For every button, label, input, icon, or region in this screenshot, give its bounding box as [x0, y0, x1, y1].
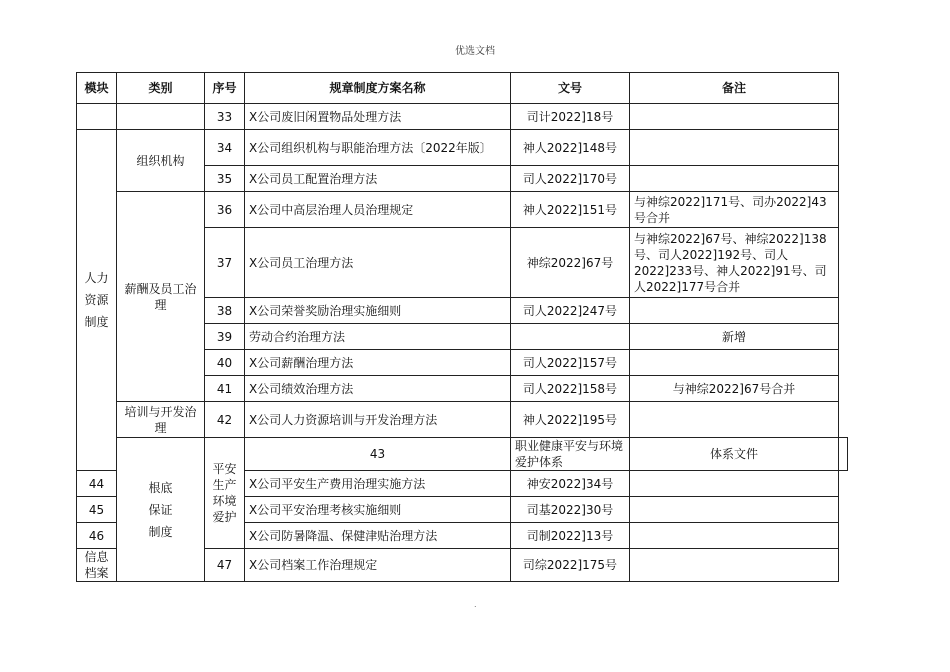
row-doc: 司综2022]175号 [511, 549, 630, 582]
row-note [630, 298, 839, 324]
row-doc: 司人2022]157号 [511, 350, 630, 376]
footer-dot: . [474, 600, 477, 609]
row-name: X公司绩效治理方法 [245, 376, 511, 402]
regulations-table [76, 72, 848, 582]
row-note [630, 104, 839, 130]
row-number: 46 [77, 523, 117, 549]
module-foundation: 根底保证制度 [117, 438, 205, 582]
row-name: X公司员工配置治理方法 [245, 166, 511, 192]
row-note [630, 350, 839, 376]
row-number: 33 [205, 104, 245, 130]
row-name: X公司平安生产费用治理实施方法 [245, 471, 511, 497]
row-number: 43 [245, 438, 511, 471]
row-number: 36 [205, 192, 245, 228]
category-compensation: 薪酬及员工治理 [117, 192, 205, 402]
row-number: 41 [205, 376, 245, 402]
row-doc: 司人2022]158号 [511, 376, 630, 402]
row-doc: 神人2022]151号 [511, 192, 630, 228]
row-note: 与神综2022]67号合并 [630, 376, 839, 402]
row-number: 40 [205, 350, 245, 376]
row-doc: 体系文件 [630, 438, 839, 471]
row-doc: 神安2022]34号 [511, 471, 630, 497]
row-name: 职业健康平安与环境爱护体系 [511, 438, 630, 471]
row-note [630, 497, 839, 523]
row-note [630, 549, 839, 582]
row-note [630, 523, 839, 549]
row-name: X公司荣誉奖励治理实施细则 [245, 298, 511, 324]
row-note: 与神综2022]171号、司办2022]43号合并 [630, 192, 839, 228]
row-name: X公司组织机构与职能治理方法〔2022年版〕 [245, 130, 511, 166]
row-number: 37 [205, 228, 245, 298]
row-number: 47 [205, 549, 245, 582]
row-name: X公司防暑降温、保健津贴治理方法 [245, 523, 511, 549]
row-number: 39 [205, 324, 245, 350]
column-header-category: 类别 [117, 73, 205, 104]
row-name: X公司平安治理考核实施细则 [245, 497, 511, 523]
row-name: X公司中高层治理人员治理规定 [245, 192, 511, 228]
row-note [630, 130, 839, 166]
column-header-name: 规章制度方案名称 [245, 73, 511, 104]
table-header-row [77, 73, 848, 104]
module-hr: 人力资源制度 [77, 130, 117, 471]
table-row [77, 192, 848, 228]
row-doc: 司制2022]13号 [511, 523, 630, 549]
row-name: X公司废旧闲置物品处理方法 [245, 104, 511, 130]
category-organization: 组织机构 [117, 130, 205, 192]
category-training: 培训与开发治理 [117, 402, 205, 438]
row-note: 新增 [630, 324, 839, 350]
row-doc: 神综2022]67号 [511, 228, 630, 298]
row-note [839, 438, 848, 471]
row-number: 45 [77, 497, 117, 523]
row-doc: 司人2022]247号 [511, 298, 630, 324]
row-note [630, 402, 839, 438]
table-row [77, 402, 848, 438]
row-doc [511, 324, 630, 350]
table-row [77, 104, 848, 130]
row-doc: 神人2022]148号 [511, 130, 630, 166]
row-number: 38 [205, 298, 245, 324]
category-safety: 平安生产环境爱护 [205, 438, 245, 549]
row-note [630, 166, 839, 192]
column-header-module: 模块 [77, 73, 117, 104]
row-name: X公司员工治理方法 [245, 228, 511, 298]
table-row [77, 130, 848, 166]
row-note [630, 471, 839, 497]
page-header: 优选文档 [455, 46, 495, 57]
row-doc: 司基2022]30号 [511, 497, 630, 523]
row-number: 34 [205, 130, 245, 166]
row-doc: 司计2022]18号 [511, 104, 630, 130]
row-name: X公司档案工作治理规定 [245, 549, 511, 582]
table-row [77, 438, 848, 471]
row-doc: 神人2022]195号 [511, 402, 630, 438]
row-doc: 司人2022]170号 [511, 166, 630, 192]
column-header-number: 序号 [205, 73, 245, 104]
row-number: 42 [205, 402, 245, 438]
row-name: 劳动合约治理方法 [245, 324, 511, 350]
category-cell [117, 104, 205, 130]
column-header-doc-number: 文号 [511, 73, 630, 104]
module-cell [77, 104, 117, 130]
row-number: 35 [205, 166, 245, 192]
category-archives: 信息档案 [77, 549, 117, 582]
row-number: 44 [77, 471, 117, 497]
row-name: X公司薪酬治理方法 [245, 350, 511, 376]
row-name: X公司人力资源培训与开发治理方法 [245, 402, 511, 438]
row-note: 与神综2022]67号、神综2022]138号、司人2022]192号、司人2022]233号、神人2022]91号、司人2022]177号合并 [630, 228, 839, 298]
column-header-remarks: 备注 [630, 73, 839, 104]
